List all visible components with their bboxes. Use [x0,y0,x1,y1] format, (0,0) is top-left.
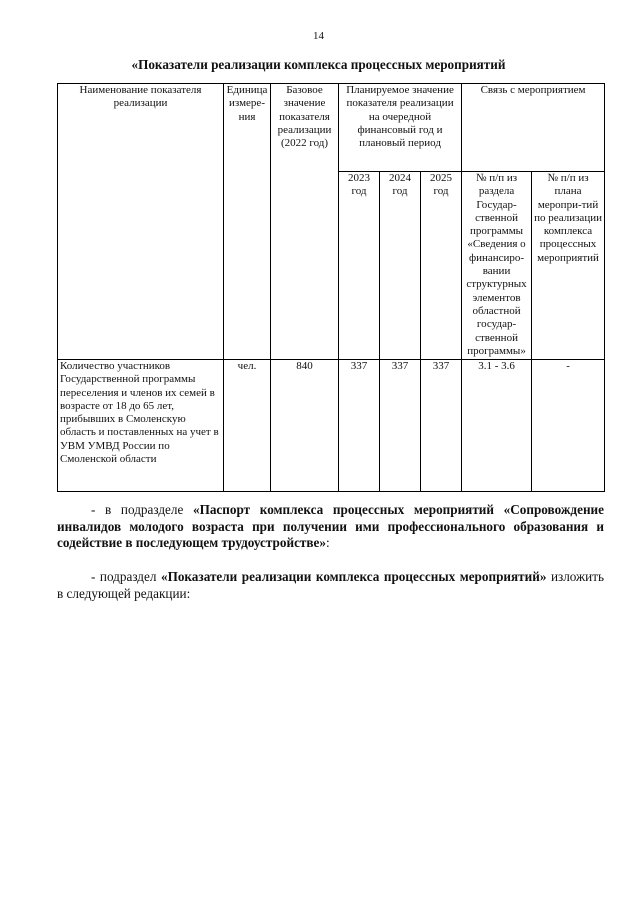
paragraph-subsection [57,569,604,602]
paragraph-passport [57,502,604,552]
header-link-plan: № п/п из плана меропри-тий по реализации комплекса процессных мероприятий [532,172,605,360]
paragraph-subsection-dash: - подраздел [91,569,157,584]
cell-2024: 337 [380,360,421,492]
indicators-table [57,83,605,492]
table-row [58,360,605,492]
header-indicator-name: Наименование показателя реализации [58,84,224,360]
cell-indicator-name: Количество участников Государственной программы переселения и членов их семей в возрасте от 18 до 65 лет, прибывших в Смоленскую область и поставленных на учет в УВМ УМВД России по Смоленской области [58,360,224,492]
paragraph-passport-dash: - в подразделе [91,502,184,517]
cell-link-program-section: 3.1 - 3.6 [462,360,532,492]
header-row-1 [58,84,605,172]
header-link-program-section: № п/п из раздела Государ-ственной программы «Сведения о финансиро-вании структурных элементов областной государ-ственной программы» [462,172,532,360]
cell-base-value: 840 [271,360,339,492]
header-year-2023: 2023 год [339,172,380,360]
section-title: «Показатели реализации комплекса процессных мероприятий [131,57,506,72]
cell-2023: 337 [339,360,380,492]
paragraph-subsection-end: изложить в следующей редакции: [57,569,604,601]
header-unit: Единица измере-ния [224,84,271,360]
cell-unit: чел. [224,360,271,492]
header-year-2024: 2024 год [380,172,421,360]
header-link-to-activity: Связь с мероприятием [462,84,605,172]
paragraph-subsection-bold: «Показатели реализации комплекса процессных мероприятий» [160,569,547,584]
page-number: 14 [313,30,324,42]
cell-2025: 337 [421,360,462,492]
paragraph-passport-bold: «Паспорт комплекса процессных мероприятий «Сопровождение инвалидов молодого возраста при получении ими профессионального образования и содействие в последующем трудоустройстве» [57,502,604,550]
cell-link-plan: - [532,360,605,492]
header-planned-value: Планируемое значение показателя реализации на очередной финансовый год и плановый период [339,84,462,172]
header-base-value: Базовое значение показателя реализации (2022 год) [271,84,339,360]
paragraph-passport-end: : [325,535,330,550]
header-year-2025: 2025 год [421,172,462,360]
